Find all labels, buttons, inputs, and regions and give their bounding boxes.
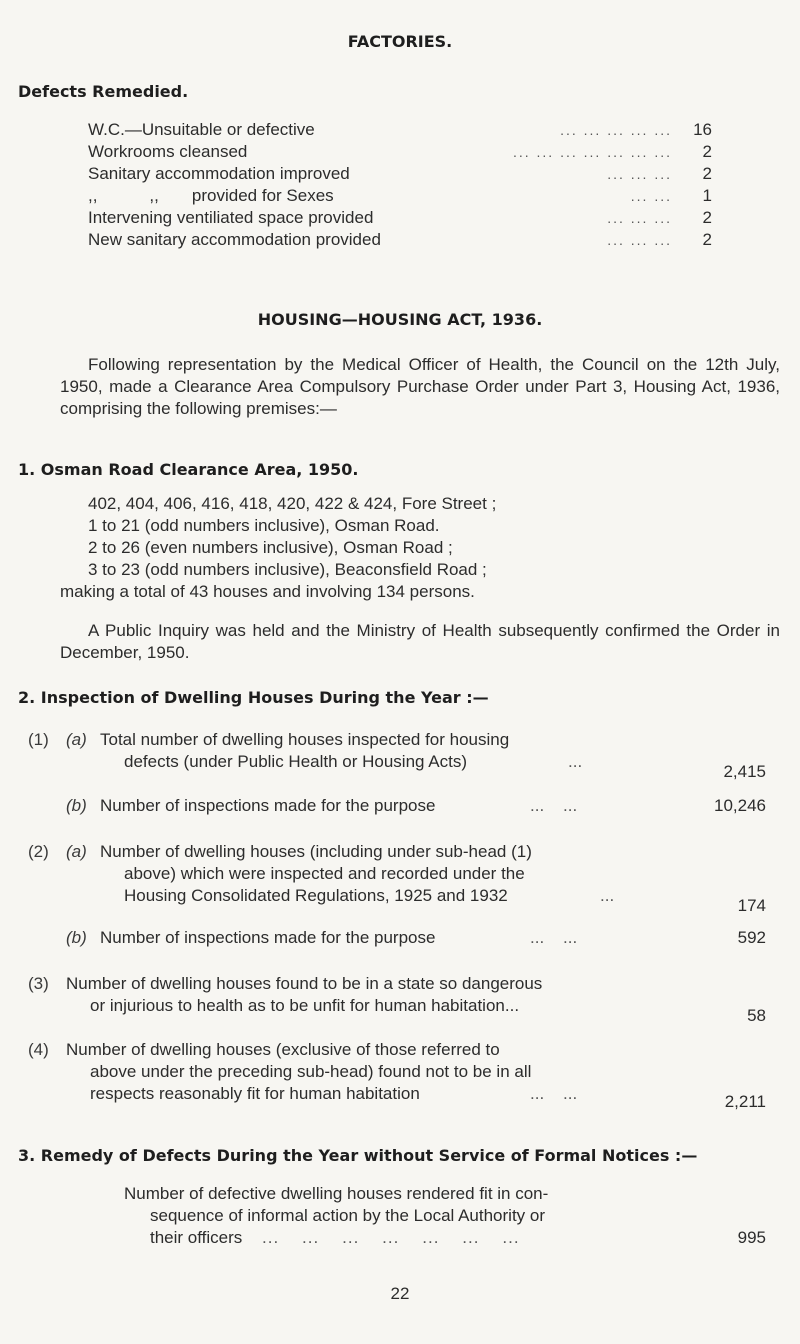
item-text: Number of dwelling houses (including under sub-head (1) [100,842,532,861]
item-text: Number of dwelling houses found to be in a state so dangerous [66,974,543,993]
defect-value: 2 [702,142,712,161]
item-text: or injurious to health as to be unfit for human habitation... [90,996,520,1015]
page-title: FACTORIES. [347,32,453,51]
defect-value: 16 [693,120,712,139]
defect-label: Workrooms cleansed [88,142,248,161]
item-number: (3) [28,974,49,993]
item-number: (2) [28,842,49,861]
defect-value: 2 [702,164,712,183]
item-text: above) which were inspected and recorded under the [124,864,525,883]
item-value: 592 [737,928,766,947]
item-value: 10,246 [714,796,766,815]
item-value: 2,211 [724,1092,766,1111]
item-text: above under the preceding sub-head) found not to be in all [90,1062,532,1081]
premises-line: 402, 404, 406, 416, 418, 420, 422 & 424, Fore Street ; [88,494,497,513]
defect-value: 2 [702,208,712,227]
premises-line: 2 to 26 (even numbers inclusive), Osman Road ; [88,538,453,557]
item-value: 174 [737,896,766,915]
item-number: (4) [28,1040,49,1059]
defects-heading: Defects Remedied. [18,82,189,101]
item-text: Number of inspections made for the purpose [100,796,436,815]
defect-label: Sanitary accommodation improved [88,164,350,183]
item-value: 2,415 [723,762,766,781]
section3-value: 995 [737,1228,766,1247]
item-text: defects (under Public Health or Housing Acts) [124,752,468,771]
section3-text: their officers [150,1228,243,1247]
item-number: (1) [28,730,49,749]
item-value: 58 [747,1006,766,1025]
defect-label: ,, ,, provided for Sexes [88,186,334,205]
inquiry-paragraph: A Public Inquiry was held and the Ministry of Health subsequently confirmed the Order in December, 1950. [60,621,780,662]
defect-row: Sanitary accommodation improved ... ... ... 2 [88,164,712,183]
defect-row: Workrooms cleansed ... ... ... ... ... ... ... 2 [88,142,712,161]
item-text: Total number of dwelling houses inspected for housing [100,730,510,749]
defect-row: W.C.—Unsuitable or defective ... ... ... ... ... 16 [88,120,712,139]
item-text: Number of inspections made for the purpose [100,928,436,947]
item-sub: (b) [66,796,87,815]
defect-label: W.C.—Unsuitable or defective [88,120,315,139]
housing-intro: Following representation by the Medical Officer of Health, the Council on the 12th July, 1950, made a Clearance Area Compulsory Purchase Order under Part 3, Housing Act, 1936, comprising the following premises:— [60,355,780,418]
section1-heading: 1. Osman Road Clearance Area, 1950. [18,460,359,479]
item-text: respects reasonably fit for human habitation [90,1084,420,1103]
defect-value: 2 [702,230,712,249]
item-text: Housing Consolidated Regulations, 1925 and 1932 [124,886,508,905]
section2-heading: 2. Inspection of Dwelling Houses During the Year :— [18,688,489,707]
premises-line: 3 to 23 (odd numbers inclusive), Beaconsfield Road ; [88,560,487,579]
page-number: 22 [390,1284,410,1303]
premises-line: 1 to 21 (odd numbers inclusive), Osman Road. [88,516,440,535]
defect-value: 1 [702,186,712,205]
defect-label: New sanitary accommodation provided [88,230,381,249]
defect-row: ,, ,, provided for Sexes ... ... 1 [88,186,712,205]
housing-heading: HOUSING—HOUSING ACT, 1936. [257,310,543,329]
defect-row: New sanitary accommodation provided ... ... ... 2 [88,230,712,249]
defect-label: Intervening ventiliated space provided [88,208,374,227]
item-sub: (a) [66,842,87,861]
item-text: Number of dwelling houses (exclusive of those referred to [66,1040,500,1059]
section3-heading: 3. Remedy of Defects During the Year without Service of Formal Notices :— [18,1146,698,1165]
premises-total: making a total of 43 houses and involving 134 persons. [60,582,475,601]
section3-text: Number of defective dwelling houses rendered fit in con- [124,1184,549,1203]
document-page: FACTORIES. Defects Remedied. W.C.—Unsuitable or defective ... ... ... ... ... 16 Workrooms cleansed ... ... ... ... ... ... ... 2 Sanitary accommodation improved ... ... ... 2 ,, ,, provided for Sexes ... ... 1 Intervening ventiliated space provided ... ... ... 2 New sanitary accommodation provided ... ... ... 2 HOUSING—HOUSING ACT, 1936. Following representation by the Medical Officer of Health, the Council on the 12th July, 1950, made a Clearance Area Compulsory Purchase Order under Part 3, Housing Act, 1936, comprising the following premises:— 1. Osman Road Clearance Area, 1950. 402, 404, 406, 416, 418, 420, 422 & 424, Fore Street ; 1 to 21 (odd numbers inclusive), Osman Road. 2 to 26 (even numbers inclusive), Osman Road ; 3 to 23 (odd numbers inclusive), Beaconsfield Road ; making a total of 43 houses and involving 134 persons. A Public Inquiry was held and the Ministry of Health subsequently confirmed the Order in December, 1950. 2. Inspection of Dwelling Houses During the Year :— (1) (a) Total number of dwelling houses inspected for housing defects (under Public Health or Housing Acts) ... 2,415 (b) Number of inspections made for the purpose ... ... 10,246 (2) (a) Number of dwelling houses (including under sub-head (1) above) which were inspected and recorded under the Housing Consolidated Regulations, 1925 and 1932 ... 174 (b) Number of inspections made for the purpose ... ... 592 (3) Number of dwelling houses found to be in a state so dangerous or injurious to health as to be unfit for human habitation... 58 (4) Number of dwelling houses (exclusive of those referred to above under the preceding sub-head) found not to be in all respects reasonably fit for human habitation ... ... 2,211 3. Remedy of Defects During the Year without Service of Formal Notices :— Number of defective dwelling houses rendered fit in con- sequence of informal action by the Local Authority or their officers ... ... ... ... ... ... ... 995 22 [0,0,800,1344]
item-sub: (a) [66,730,87,749]
defect-row: Intervening ventiliated space provided ... ... ... 2 [88,208,712,227]
item-sub: (b) [66,928,87,947]
section3-text: sequence of informal action by the Local Authority or [150,1206,546,1225]
